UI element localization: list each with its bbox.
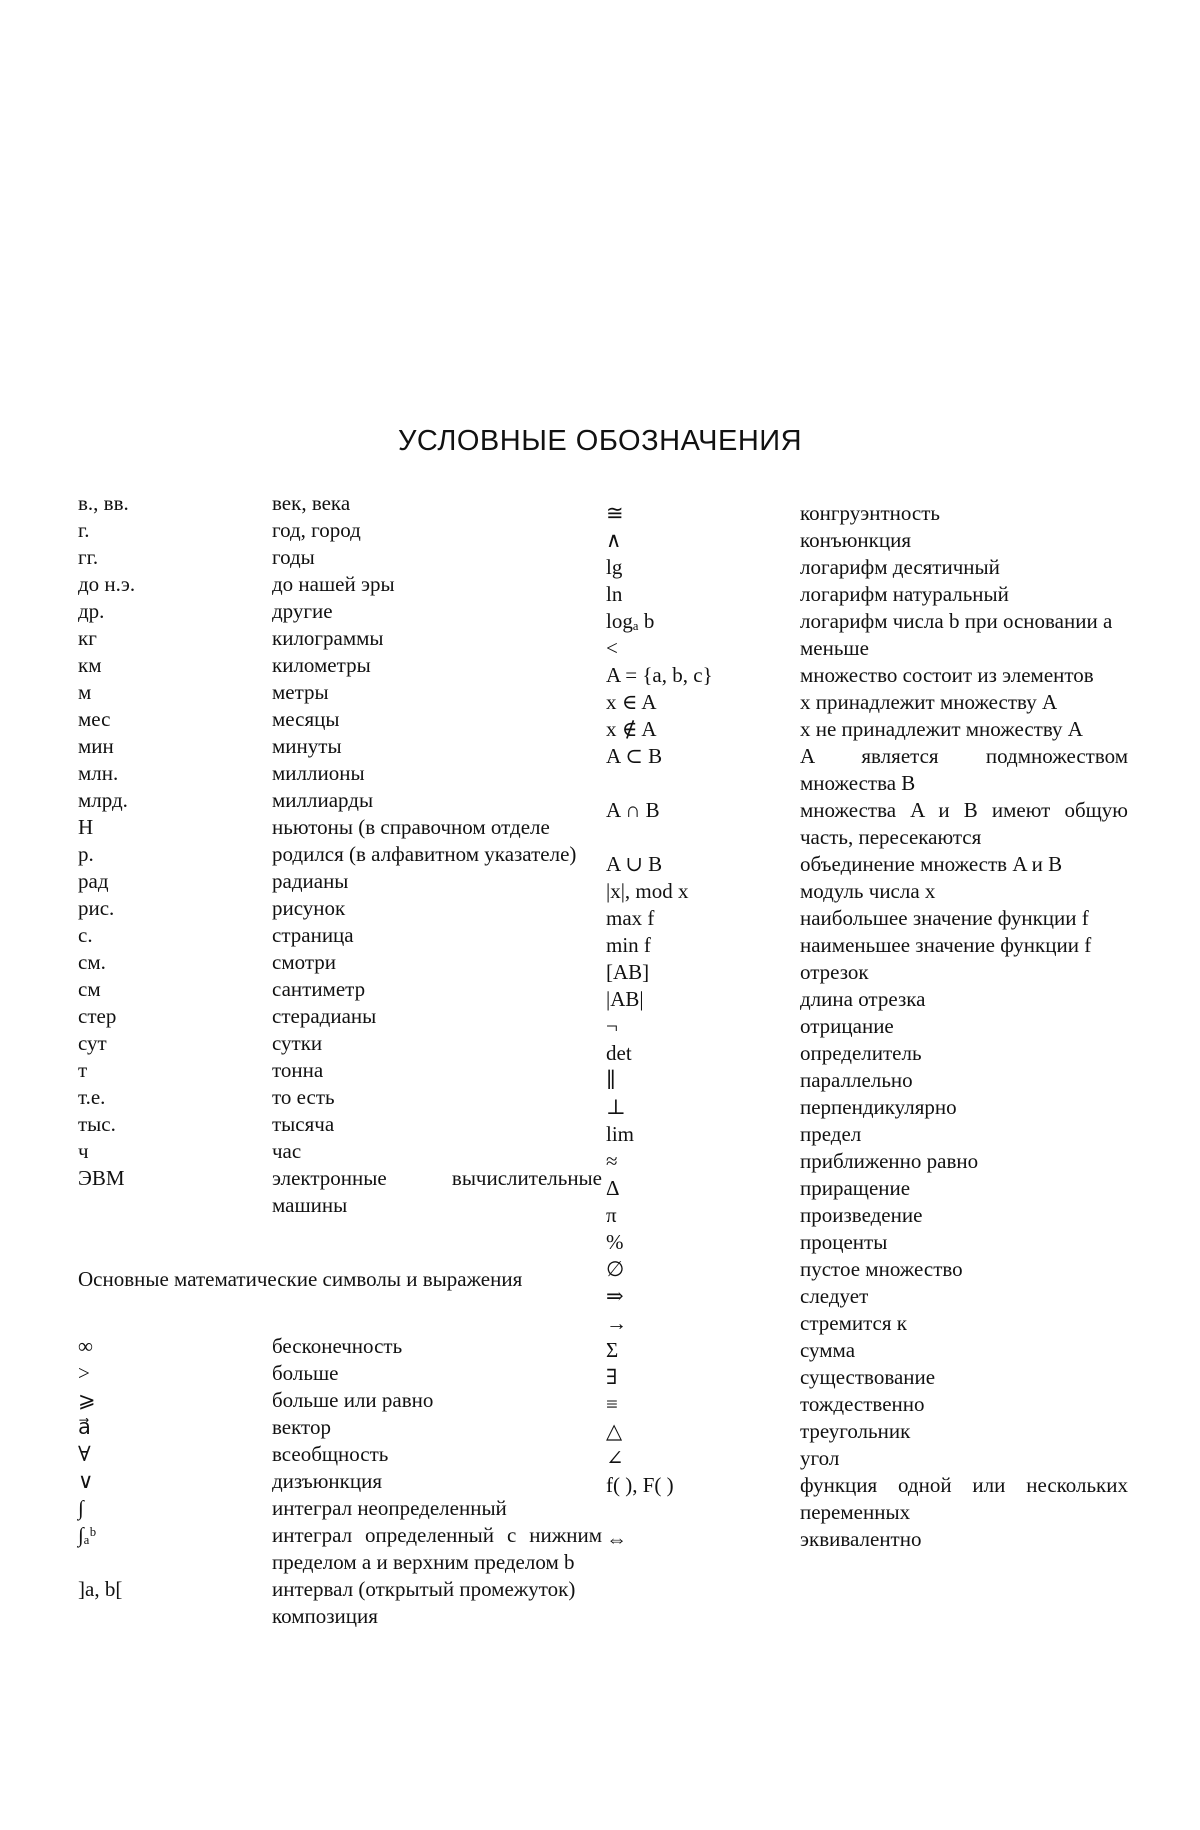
abbreviation-meaning: метры [272, 679, 602, 706]
abbreviation-meaning: тысяча [272, 1111, 602, 1138]
abbreviation-meaning: электронные вычислительные машины [272, 1165, 602, 1219]
math-symbol: π [606, 1202, 806, 1229]
abbreviation: мес [78, 706, 258, 733]
abbreviation-meaning: родился (в алфавитном указателе) [272, 841, 602, 868]
math-meaning-column-right [800, 500, 1128, 1553]
math-symbol: ⇒ [606, 1283, 806, 1310]
abbreviation: т [78, 1057, 258, 1084]
math-symbol-meaning: логарифм натуральный [800, 581, 1128, 608]
abbreviation-meaning: килограммы [272, 625, 602, 652]
abbreviation-meaning: век, века [272, 490, 602, 517]
abbreviation-column [78, 490, 258, 1219]
abbreviation: млрд. [78, 787, 258, 814]
math-symbol: A = {a, b, c} [606, 662, 806, 689]
math-section-title: Основные математические символы и выражения [78, 1266, 598, 1293]
math-symbol: ∥ [606, 1067, 806, 1094]
abbreviation: ЭВМ [78, 1165, 258, 1219]
math-symbol-meaning: A является подмножеством множества B [800, 743, 1128, 797]
math-symbol-meaning: объединение множеств A и B [800, 851, 1128, 878]
abbreviation: стер [78, 1003, 258, 1030]
math-symbol-meaning: существование [800, 1364, 1128, 1391]
math-symbol-meaning: всеобщность [272, 1441, 602, 1468]
math-symbol-meaning: множества A и B имеют общую часть, пересекаются [800, 797, 1128, 851]
math-symbol-meaning: больше или равно [272, 1387, 602, 1414]
abbreviation-meaning: другие [272, 598, 602, 625]
math-symbol-meaning: следует [800, 1283, 1128, 1310]
math-symbol: a⃗ [78, 1414, 258, 1441]
abbreviation: мин [78, 733, 258, 760]
abbreviation: р. [78, 841, 258, 868]
math-symbol-meaning: тождественно [800, 1391, 1128, 1418]
math-symbol-meaning: интервал (открытый промежуток) [272, 1576, 602, 1603]
math-symbol: → [606, 1310, 806, 1337]
math-symbol-meaning: наибольшее значение функции f [800, 905, 1128, 932]
abbreviation-meaning: смотри [272, 949, 602, 976]
math-symbol: ⊥ [606, 1094, 806, 1121]
abbreviation: до н.э. [78, 571, 258, 598]
abbreviation-meaning: год, город [272, 517, 602, 544]
abbreviation: рис. [78, 895, 258, 922]
abbreviation: Н [78, 814, 258, 841]
math-symbol: ≅ [606, 500, 806, 527]
abbreviation: см [78, 976, 258, 1003]
abbreviation: гг. [78, 544, 258, 571]
math-symbol: > [78, 1360, 258, 1387]
abbreviation-meaning: рисунок [272, 895, 602, 922]
math-symbol: ∫ₐᵇ [78, 1522, 258, 1576]
math-symbol-meaning: эквивалентно [800, 1526, 1128, 1553]
abbreviation-meaning: сантиметр [272, 976, 602, 1003]
math-symbol: x ∉ A [606, 716, 806, 743]
abbreviation-meaning: миллиарды [272, 787, 602, 814]
math-symbol-meaning: интеграл определенный с нижним пределом a и верхним пределом b [272, 1522, 602, 1576]
math-symbol: ∨ [78, 1468, 258, 1495]
math-symbol-meaning: проценты [800, 1229, 1128, 1256]
math-symbol-meaning: больше [272, 1360, 602, 1387]
math-symbol-meaning: приращение [800, 1175, 1128, 1202]
math-symbol-meaning: интеграл неопределенный [272, 1495, 602, 1522]
math-symbol-meaning: параллельно [800, 1067, 1128, 1094]
math-symbol: min f [606, 932, 806, 959]
math-symbol-meaning: дизъюнкция [272, 1468, 602, 1495]
math-symbol-meaning: логарифм числа b при основании a [800, 608, 1128, 635]
math-symbol: lg [606, 554, 806, 581]
math-symbol-meaning: композиция [272, 1603, 602, 1630]
math-symbol: ln [606, 581, 806, 608]
math-symbol: Δ [606, 1175, 806, 1202]
math-symbol: logₐ b [606, 608, 806, 635]
abbreviation-meaning: километры [272, 652, 602, 679]
math-symbol-meaning: определитель [800, 1040, 1128, 1067]
math-symbol: |AB| [606, 986, 806, 1013]
abbreviation: кг [78, 625, 258, 652]
math-symbol-meaning: модуль числа x [800, 878, 1128, 905]
math-symbol-meaning: произведение [800, 1202, 1128, 1229]
math-symbol: x ∈ A [606, 689, 806, 716]
math-symbol: f( ), F( ) [606, 1472, 806, 1526]
abbreviation-meaning: до нашей эры [272, 571, 602, 598]
math-symbol-meaning: отрицание [800, 1013, 1128, 1040]
abbreviation: сут [78, 1030, 258, 1057]
math-symbol: ∫ [78, 1495, 258, 1522]
abbreviation: м [78, 679, 258, 706]
abbreviation: км [78, 652, 258, 679]
abbreviation: рад [78, 868, 258, 895]
math-symbol-meaning: бесконечность [272, 1333, 602, 1360]
math-symbol: ]a, b[ [78, 1576, 258, 1603]
math-symbol: [AB] [606, 959, 806, 986]
abbreviation: млн. [78, 760, 258, 787]
math-symbol-meaning: пустое множество [800, 1256, 1128, 1283]
abbreviation-meaning: минуты [272, 733, 602, 760]
math-symbol: ∧ [606, 527, 806, 554]
abbreviation-meaning: радианы [272, 868, 602, 895]
math-symbol: det [606, 1040, 806, 1067]
math-symbol: ∃ [606, 1364, 806, 1391]
math-symbol-meaning: перпендикулярно [800, 1094, 1128, 1121]
abbreviation: в., вв. [78, 490, 258, 517]
abbreviation: т.е. [78, 1084, 258, 1111]
math-symbol: ∅ [606, 1256, 806, 1283]
math-symbol: ≈ [606, 1148, 806, 1175]
math-symbol-meaning: меньше [800, 635, 1128, 662]
math-symbol-meaning: конъюнкция [800, 527, 1128, 554]
math-symbol: A ∪ B [606, 851, 806, 878]
math-symbol-column-right [606, 500, 806, 1553]
math-symbol-meaning: конгруэнтность [800, 500, 1128, 527]
math-symbol-meaning: отрезок [800, 959, 1128, 986]
math-symbol-meaning: предел [800, 1121, 1128, 1148]
abbreviation-meaning: ньютоны (в справочном отделе [272, 814, 602, 841]
math-symbol-meaning: приближенно равно [800, 1148, 1128, 1175]
abbreviation-meaning: сутки [272, 1030, 602, 1057]
math-symbol: ⩾ [78, 1387, 258, 1414]
math-symbol-meaning: x принадлежит множеству A [800, 689, 1128, 716]
abbreviation-meaning: миллионы [272, 760, 602, 787]
math-symbol-meaning: x не принадлежит множеству A [800, 716, 1128, 743]
abbreviation: ч [78, 1138, 258, 1165]
math-symbol: ⇔ [606, 1526, 806, 1553]
math-symbol: ∀ [78, 1441, 258, 1468]
abbreviation-meaning: то есть [272, 1084, 602, 1111]
abbreviation-meaning-column [272, 490, 602, 1219]
math-symbol: Σ [606, 1337, 806, 1364]
abbreviation: тыс. [78, 1111, 258, 1138]
math-symbol-meaning: длина отрезка [800, 986, 1128, 1013]
math-symbol-meaning: функция одной или нескольких переменных [800, 1472, 1128, 1526]
abbreviation: с. [78, 922, 258, 949]
math-symbol: % [606, 1229, 806, 1256]
math-symbol: A ⊂ B [606, 743, 806, 797]
math-symbol: A ∩ B [606, 797, 806, 851]
math-symbol-meaning: вектор [272, 1414, 602, 1441]
math-symbol: ∞ [78, 1333, 258, 1360]
math-symbol-meaning: стремится к [800, 1310, 1128, 1337]
abbreviation: см. [78, 949, 258, 976]
math-symbol: ≡ [606, 1391, 806, 1418]
abbreviation-meaning: месяцы [272, 706, 602, 733]
math-symbol-meaning: наименьшее значение функции f [800, 932, 1128, 959]
math-symbol-meaning: сумма [800, 1337, 1128, 1364]
abbreviation-meaning: годы [272, 544, 602, 571]
math-symbol-column-left [78, 1333, 258, 1630]
math-symbol: max f [606, 905, 806, 932]
math-symbol: ¬ [606, 1013, 806, 1040]
abbreviation-meaning: тонна [272, 1057, 602, 1084]
math-symbol [78, 1603, 258, 1630]
math-meaning-column-left [272, 1333, 602, 1630]
math-symbol-meaning: треугольник [800, 1418, 1128, 1445]
abbreviation-meaning: стерадианы [272, 1003, 602, 1030]
abbreviation-meaning: страница [272, 922, 602, 949]
math-symbol: △ [606, 1418, 806, 1445]
abbreviation: г. [78, 517, 258, 544]
math-symbol-meaning: логарифм десятичный [800, 554, 1128, 581]
abbreviation: др. [78, 598, 258, 625]
math-symbol-meaning: множество состоит из элементов [800, 662, 1128, 689]
math-symbol-meaning: угол [800, 1445, 1128, 1472]
abbreviation-meaning: час [272, 1138, 602, 1165]
math-symbol: lim [606, 1121, 806, 1148]
math-symbol: < [606, 635, 806, 662]
page-title: УСЛОВНЫЕ ОБОЗНАЧЕНИЯ [0, 425, 1200, 458]
math-symbol: ∠ [606, 1445, 806, 1472]
math-symbol: |x|, mod x [606, 878, 806, 905]
